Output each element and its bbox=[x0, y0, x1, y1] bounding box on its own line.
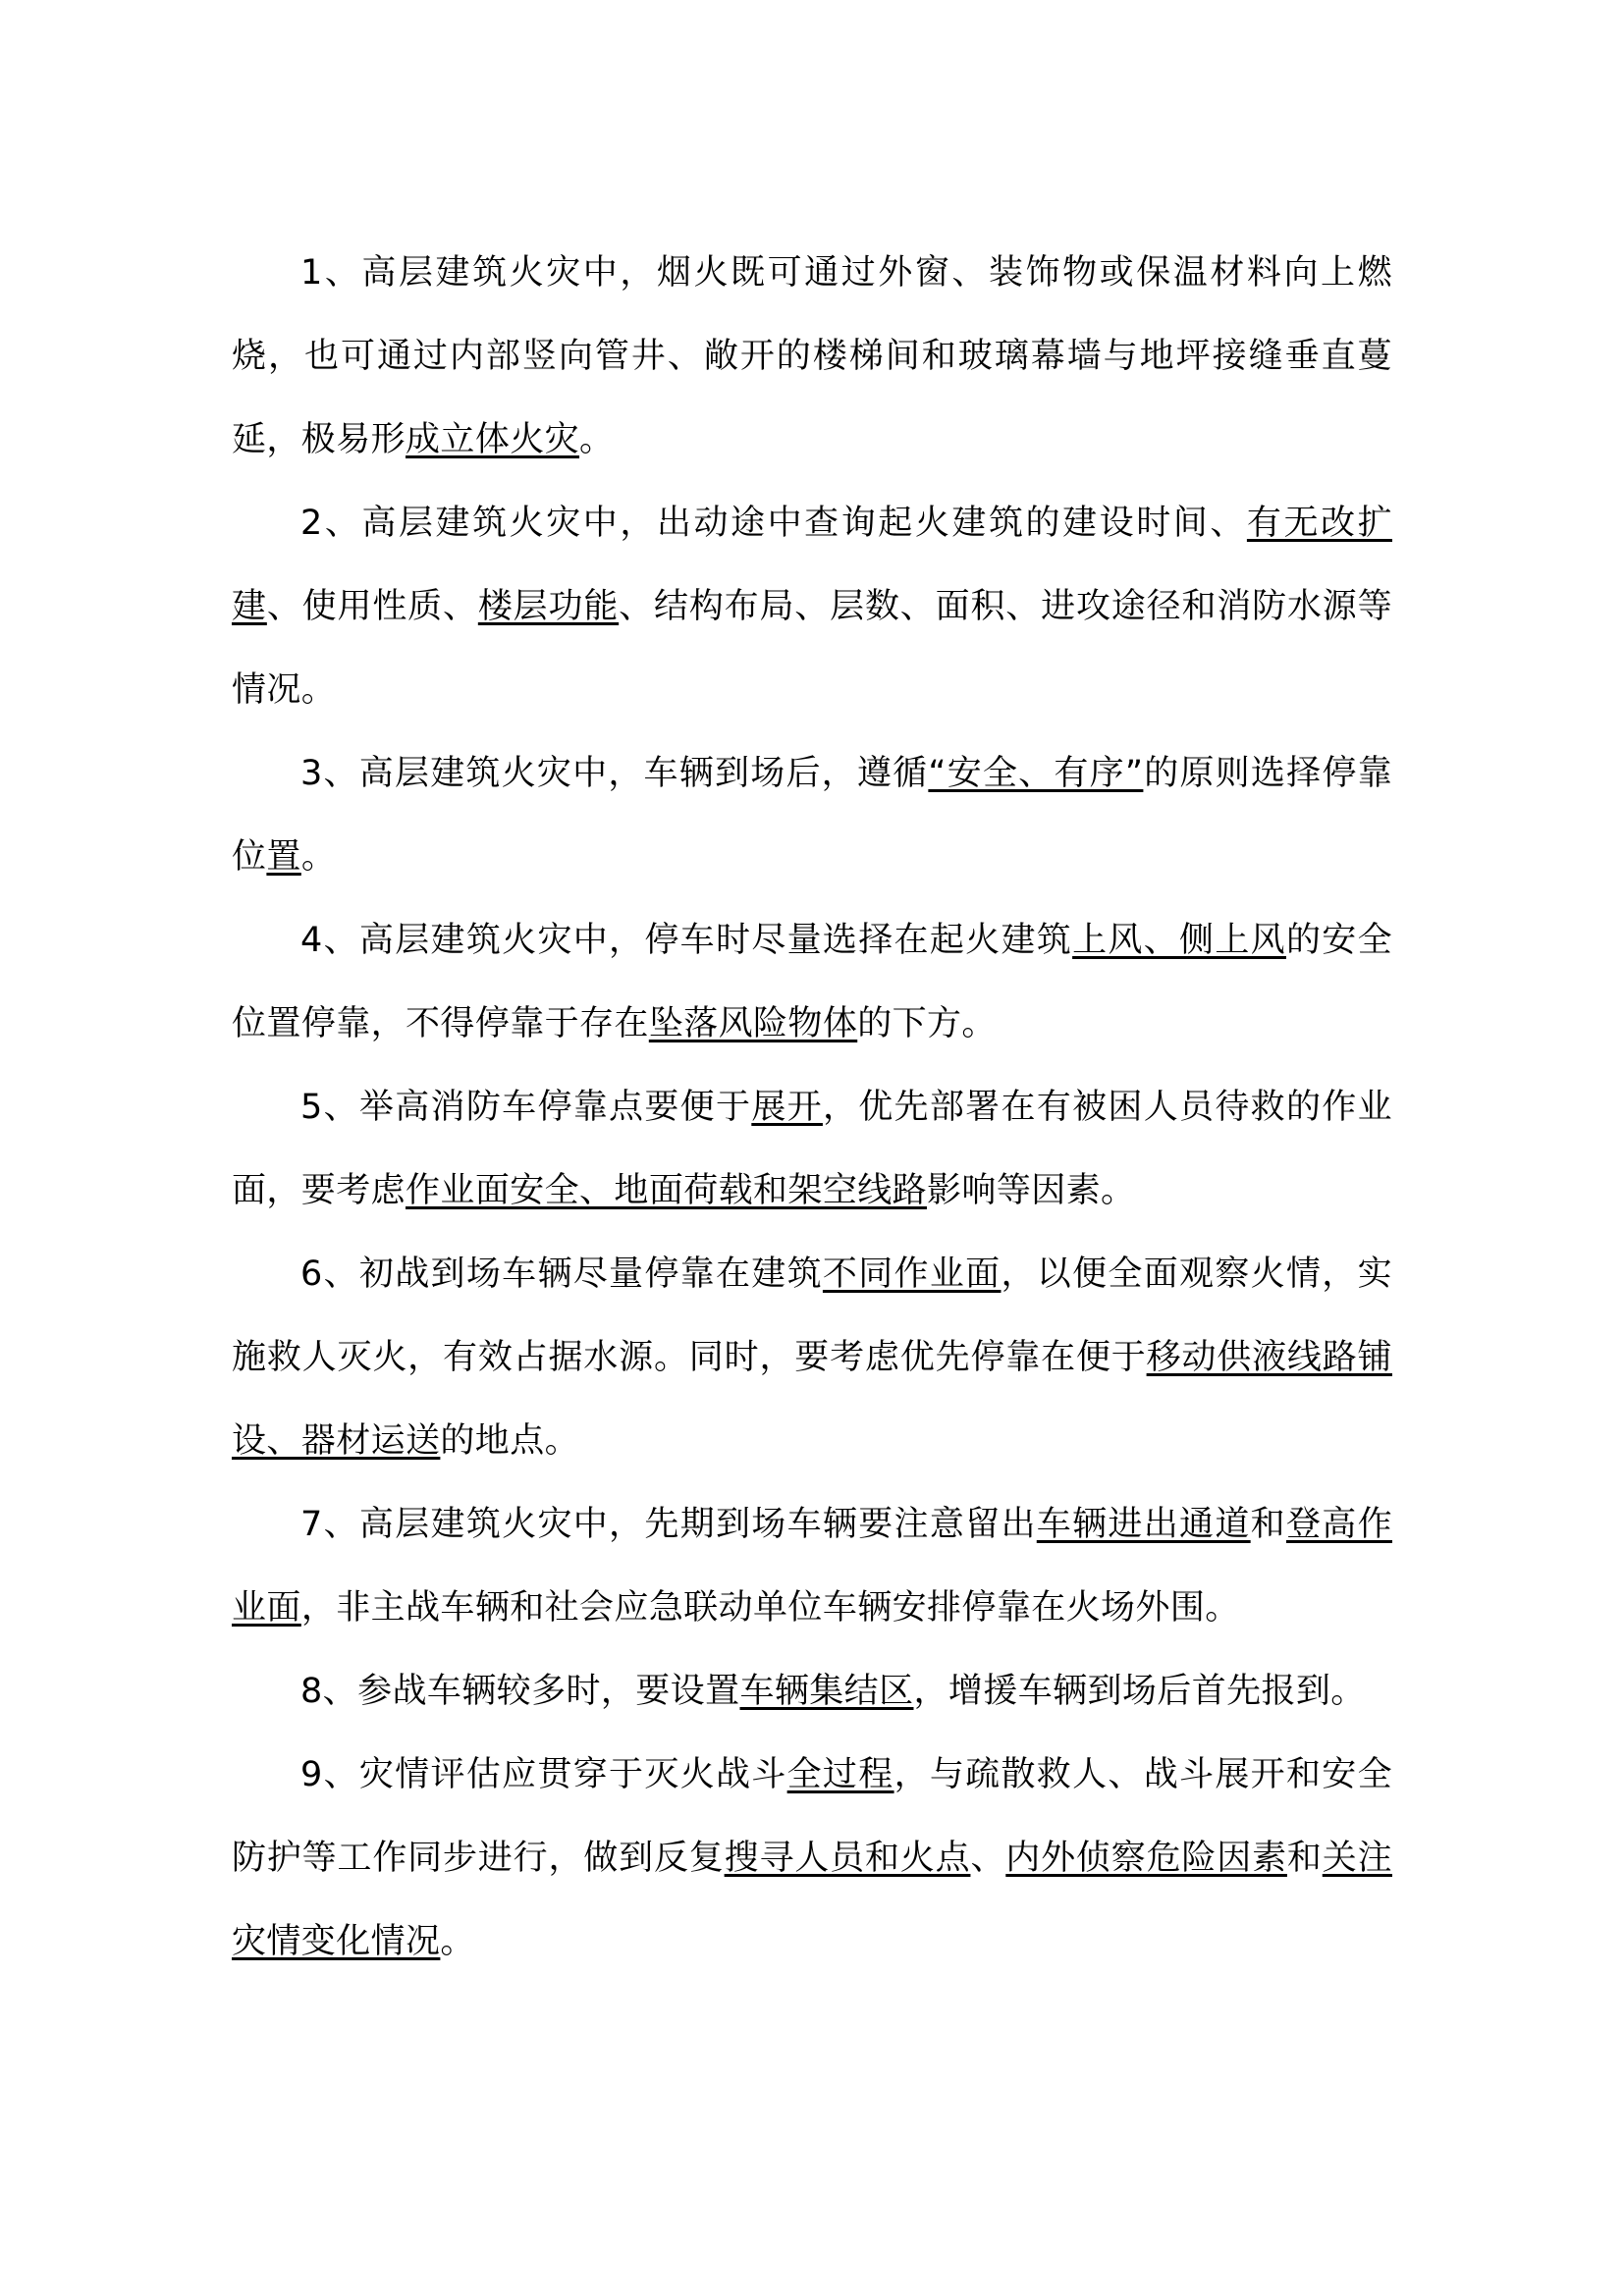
paragraph-item-7 bbox=[232, 1483, 1392, 1650]
paragraph-number: 9、 bbox=[300, 1755, 359, 1794]
paragraph-number: 3、 bbox=[300, 754, 359, 793]
underlined-text-run: 上风、侧上风 bbox=[1072, 921, 1286, 960]
text-run: 高层建筑火灾中，停车时尽量选择在起火建筑 bbox=[358, 921, 1073, 960]
paragraph-item-6 bbox=[232, 1233, 1392, 1483]
text-run: 高层建筑火灾中，车辆到场后，遵循 bbox=[358, 754, 929, 793]
text-run: 初战到场车辆尽量停靠在建筑 bbox=[358, 1255, 823, 1294]
text-run: 影响等因素。 bbox=[927, 1171, 1136, 1210]
text-run: 的安全位置停靠，不得停靠于存在 bbox=[232, 921, 1392, 1043]
underlined-text-run: 置 bbox=[266, 837, 301, 877]
paragraph-number: 2、 bbox=[300, 504, 362, 543]
paragraph-number: 1、 bbox=[300, 253, 362, 293]
paragraph-item-8 bbox=[232, 1650, 1392, 1734]
paragraph-number: 6、 bbox=[300, 1255, 359, 1294]
text-run: ，增援车辆到场后首先报到。 bbox=[913, 1672, 1366, 1711]
underlined-text-run: 不同作业面 bbox=[822, 1255, 1001, 1294]
text-run: 高层建筑火灾中，烟火既可通过外窗、装饰物或保温材料向上燃烧，也可通过内部竖向管井、敞开的楼梯间和玻璃幕墙与地坪接缝垂直蔓延，极易形 bbox=[232, 253, 1393, 459]
underlined-text-run: 楼层功能 bbox=[477, 587, 620, 626]
text-run: ，非主战车辆和社会应急联动单位车辆安排停靠在火场外围。 bbox=[300, 1588, 1240, 1628]
paragraph-number: 5、 bbox=[300, 1088, 359, 1127]
text-run: 的原则选择停靠位 bbox=[232, 754, 1392, 877]
text-run: 和 bbox=[1250, 1505, 1286, 1544]
underlined-text-run: 坠落风险物体 bbox=[648, 1004, 858, 1043]
text-run: 灾情评估应贯穿于灭火战斗 bbox=[358, 1755, 787, 1794]
underlined-text-run: “安全、有序” bbox=[928, 754, 1144, 793]
underlined-text-run: 有无改扩建 bbox=[232, 504, 1392, 626]
text-run: 、 bbox=[970, 1839, 1006, 1878]
text-run: ，优先部署在有被困人员待救的作业面，要考虑 bbox=[232, 1088, 1392, 1210]
text-run: ，与疏散救人、战斗展开和安全防护等工作同步进行，做到反复 bbox=[232, 1755, 1392, 1878]
text-run: 高层建筑火灾中，出动途中查询起火建筑的建设时间、 bbox=[361, 504, 1247, 543]
text-run: 和 bbox=[1286, 1839, 1323, 1878]
text-run: 。 bbox=[440, 1922, 475, 1961]
underlined-text-run: 登高作业面 bbox=[232, 1505, 1392, 1628]
paragraph-item-4 bbox=[232, 899, 1392, 1066]
underlined-text-run: 车辆进出通道 bbox=[1036, 1505, 1251, 1544]
text-run: 参战车辆较多时，要设置 bbox=[357, 1672, 740, 1711]
text-run: 、结构布局、层数、面积、进攻途径和消防水源等情况。 bbox=[232, 587, 1392, 710]
text-run: 。 bbox=[579, 420, 615, 459]
paragraph-item-9 bbox=[232, 1734, 1392, 1984]
text-run: 举高消防车停靠点要便于 bbox=[358, 1088, 752, 1127]
paragraph-item-3 bbox=[232, 732, 1392, 899]
paragraph-item-1 bbox=[232, 232, 1392, 482]
paragraph-number: 7、 bbox=[300, 1505, 359, 1544]
underlined-text-run: 成立体火灾 bbox=[406, 420, 580, 459]
underlined-text-run: 搜寻人员和火点 bbox=[724, 1839, 971, 1878]
underlined-text-run: 展开 bbox=[751, 1088, 823, 1127]
text-run: 的下方。 bbox=[857, 1004, 997, 1043]
underlined-text-run: 车辆集结区 bbox=[739, 1672, 914, 1711]
text-run: ，以便全面观察火情，实施救人灭火，有效占据水源。同时，要考虑优先停靠在便于 bbox=[232, 1255, 1392, 1377]
underlined-text-run: 移动供液线路铺设、器材运送 bbox=[232, 1338, 1392, 1461]
paragraph-item-2 bbox=[232, 482, 1392, 732]
text-run: 高层建筑火灾中，先期到场车辆要注意留出 bbox=[358, 1505, 1037, 1544]
text-run: 。 bbox=[300, 837, 337, 877]
underlined-text-run: 全过程 bbox=[786, 1755, 894, 1794]
text-run: 的地点。 bbox=[440, 1421, 580, 1461]
paragraph-number: 8、 bbox=[300, 1672, 358, 1711]
document-body bbox=[232, 232, 1392, 1984]
text-run: 、使用性质、 bbox=[266, 587, 478, 626]
underlined-text-run: 关注灾情变化情况 bbox=[232, 1839, 1392, 1961]
underlined-text-run: 作业面安全、地面荷载和架空线路 bbox=[406, 1171, 928, 1210]
paragraph-item-5 bbox=[232, 1066, 1392, 1233]
paragraph-number: 4、 bbox=[300, 921, 359, 960]
underlined-text-run: 内外侦察危险因素 bbox=[1005, 1839, 1287, 1878]
